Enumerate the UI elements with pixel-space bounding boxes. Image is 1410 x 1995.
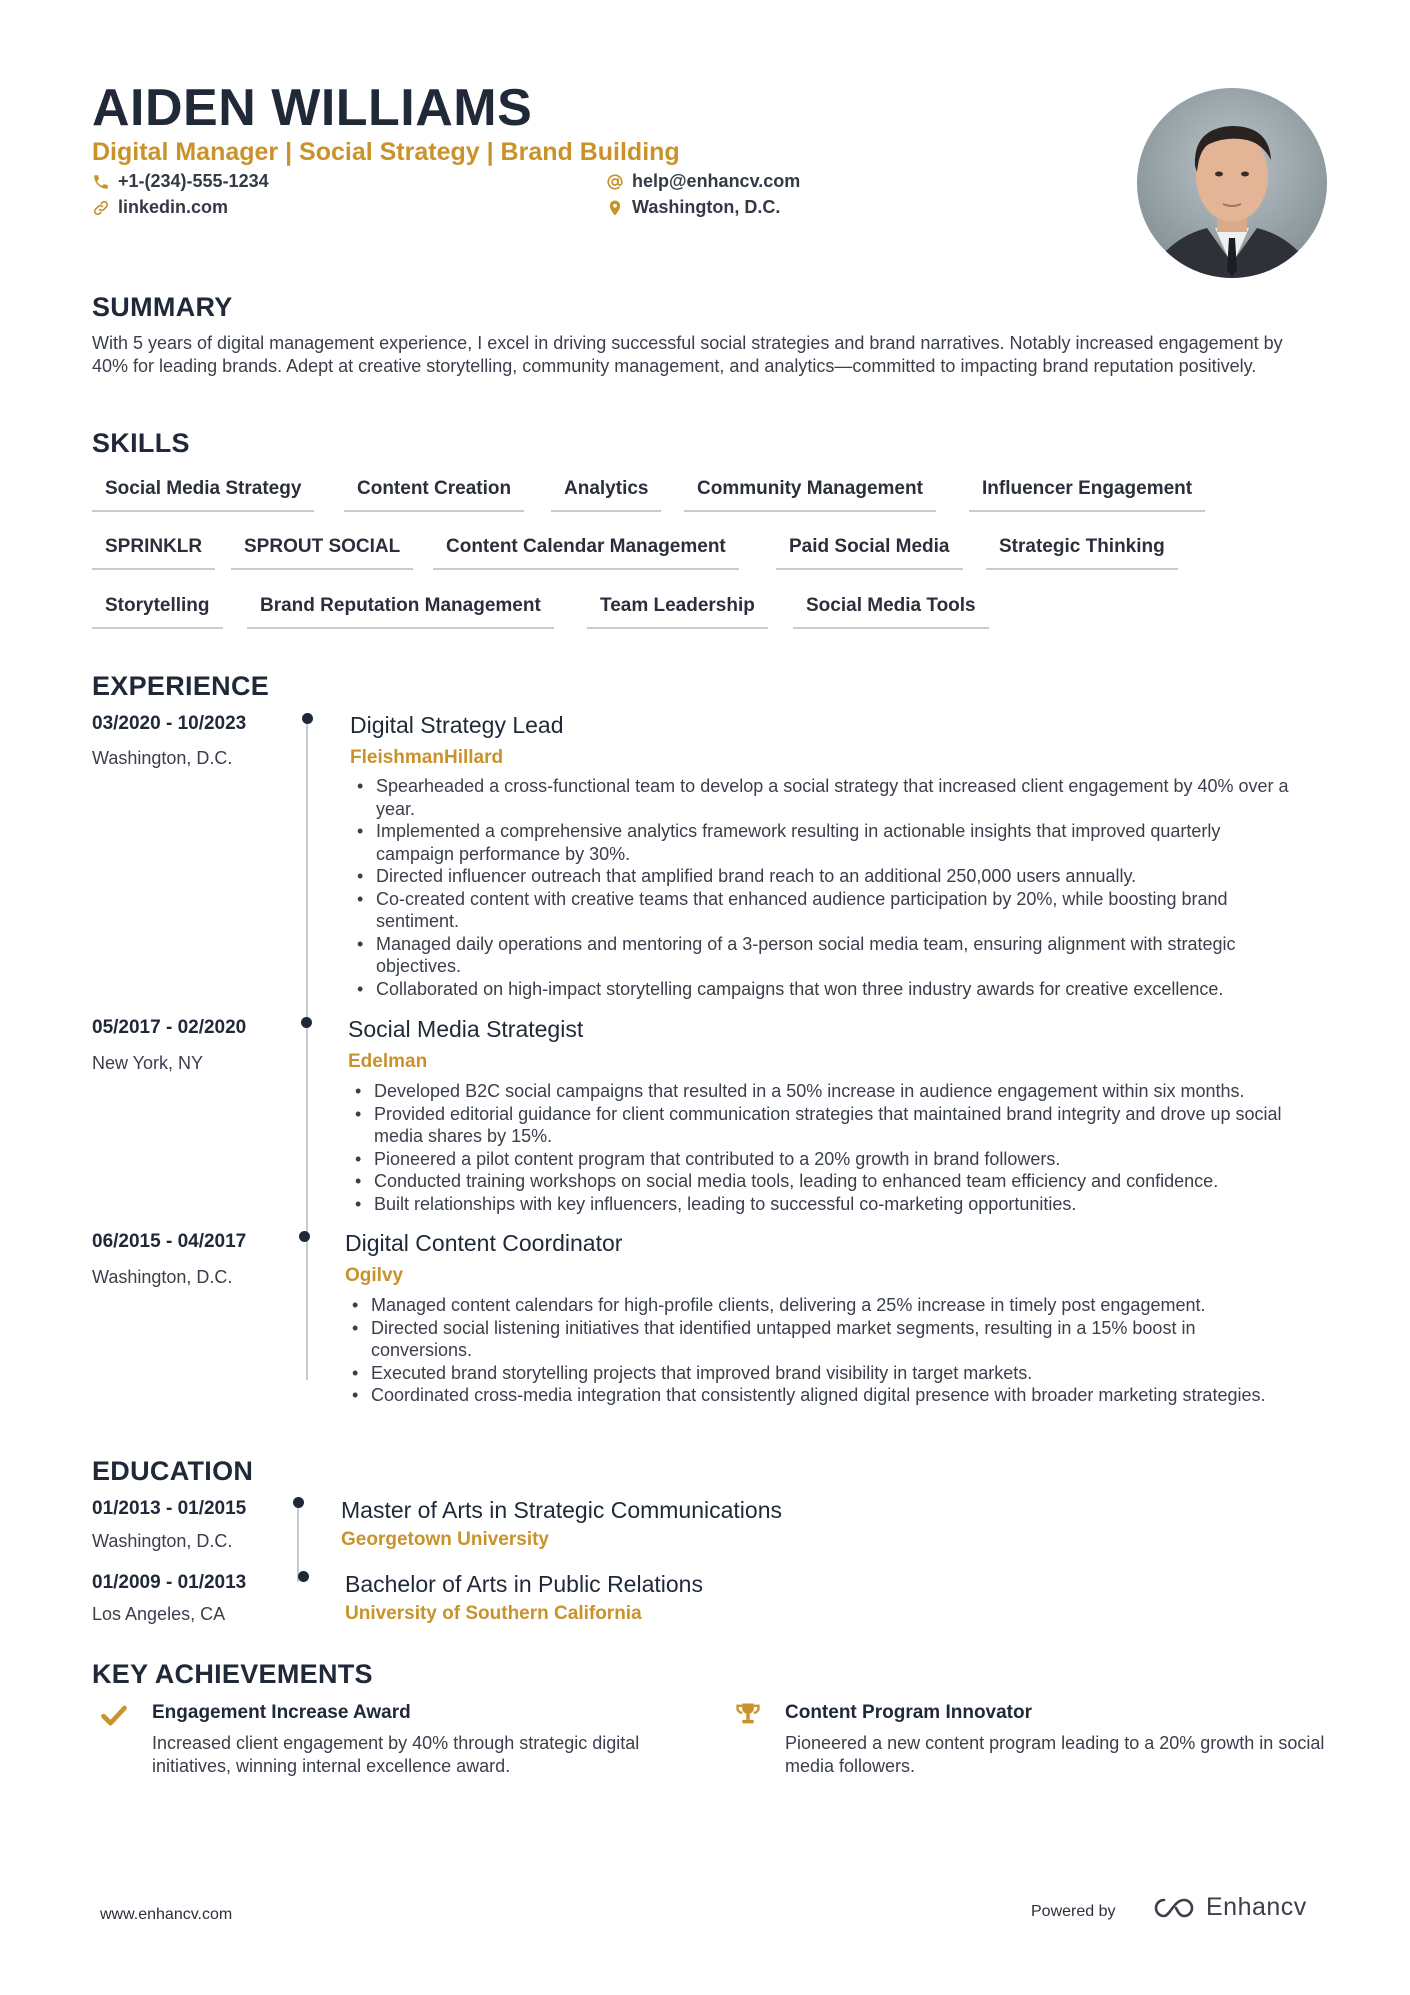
list-item: • Pioneered a pilot content program that contributed to a 20% growth in brand followers. xyxy=(348,1148,1298,1171)
skill-tag: Social Media Tools xyxy=(793,595,989,629)
contact-email[interactable] xyxy=(606,171,800,192)
job-title: Digital Content Coordinator xyxy=(345,1230,623,1256)
job-bullets xyxy=(348,1080,1298,1215)
timeline-dot xyxy=(302,713,313,724)
job-company: Edelman xyxy=(348,1051,428,1072)
list-item: • Executed brand storytelling projects that improved brand visibility in target markets. xyxy=(345,1362,1295,1385)
job-dates: 03/2020 - 10/2023 xyxy=(92,713,247,734)
checkmark-icon xyxy=(100,1701,128,1729)
list-item: • Managed daily operations and mentoring of a 3-person social media team, ensuring alignment with strategic objectives. xyxy=(350,933,1300,978)
location-pin-icon xyxy=(606,199,624,217)
job-dates: 05/2017 - 02/2020 xyxy=(92,1017,247,1038)
skill-tag: Brand Reputation Management xyxy=(247,595,554,629)
enhancv-logo[interactable] xyxy=(1150,1893,1307,1922)
list-item: • Conducted training workshops on social media tools, leading to enhanced team efficiency and confidence. xyxy=(348,1170,1298,1193)
job-location: Washington, D.C. xyxy=(92,748,233,768)
achievement-description: Increased client engagement by 40% through strategic digital initiatives, winning internal excellence award. xyxy=(152,1733,640,1776)
skill-tag: Community Management xyxy=(684,478,936,512)
list-item: • Directed influencer outreach that amplified brand reach to an additional 250,000 users annually. xyxy=(350,865,1300,888)
edu-location: Los Angeles, CA xyxy=(92,1604,226,1624)
brand-name: Enhancv xyxy=(1206,1893,1307,1921)
skill-tag: Influencer Engagement xyxy=(969,478,1205,512)
timeline-dot xyxy=(298,1571,309,1582)
skill-tag: Team Leadership xyxy=(587,595,768,629)
contact-linkedin[interactable] xyxy=(92,197,228,218)
email-text[interactable]: help@enhancv.com xyxy=(632,171,801,191)
list-item: • Developed B2C social campaigns that resulted in a 50% increase in audience engagement within six months. xyxy=(348,1080,1298,1103)
skill-tag: Analytics xyxy=(551,478,661,512)
at-icon xyxy=(606,173,624,191)
edu-degree: Bachelor of Arts in Public Relations xyxy=(345,1571,703,1597)
list-item: • Provided editorial guidance for client communication strategies that maintained brand integrity and drove up social media shares by 15%. xyxy=(348,1103,1298,1148)
skills-heading: SKILLS xyxy=(92,428,190,458)
list-item: • Implemented a comprehensive analytics framework resulting in actionable insights that improved quarterly campaign performance by 30%. xyxy=(350,820,1300,865)
job-location: Washington, D.C. xyxy=(92,1267,233,1287)
achievements-heading: KEY ACHIEVEMENTS xyxy=(92,1659,373,1689)
job-bullets xyxy=(350,775,1300,1000)
headline: Digital Manager | Social Strategy | Brand Building xyxy=(92,138,680,166)
candidate-name: AIDEN WILLIAMS xyxy=(92,79,533,137)
list-item: • Managed content calendars for high-profile clients, delivering a 25% increase in timely post engagement. xyxy=(345,1294,1295,1317)
education-timeline xyxy=(297,1502,299,1582)
list-item: • Collaborated on high-impact storytelling campaigns that won three industry awards for creative excellence. xyxy=(350,978,1300,1001)
job-bullets xyxy=(345,1294,1295,1407)
phone-icon xyxy=(92,173,110,191)
job-title: Social Media Strategist xyxy=(348,1016,584,1042)
experience-heading: EXPERIENCE xyxy=(92,671,270,701)
contact-location xyxy=(606,197,780,218)
powered-by-label: Powered by xyxy=(1031,1903,1116,1920)
skill-tag: Content Creation xyxy=(344,478,524,512)
edu-school: Georgetown University xyxy=(341,1529,549,1550)
skill-tag: SPROUT SOCIAL xyxy=(231,536,413,570)
list-item: • Spearheaded a cross-functional team to develop a social strategy that increased client engagement by 40% over a year. xyxy=(350,775,1300,820)
list-item: • Coordinated cross-media integration that consistently aligned digital presence with broader marketing strategies. xyxy=(345,1384,1295,1407)
job-company: FleishmanHillard xyxy=(350,747,504,768)
job-company: Ogilvy xyxy=(345,1265,404,1286)
link-icon xyxy=(92,199,110,217)
contact-phone xyxy=(92,171,269,192)
linkedin-text[interactable]: linkedin.com xyxy=(118,197,229,217)
achievement-title: Engagement Increase Award xyxy=(152,1702,411,1723)
skill-tag: Social Media Strategy xyxy=(92,478,314,512)
phone-text: +1-(234)-555-1234 xyxy=(118,171,269,191)
timeline-dot xyxy=(299,1231,310,1242)
edu-school: University of Southern California xyxy=(345,1603,642,1624)
footer-url[interactable]: www.enhancv.com xyxy=(100,1906,233,1923)
edu-dates: 01/2009 - 01/2013 xyxy=(92,1572,247,1593)
job-title: Digital Strategy Lead xyxy=(350,712,564,738)
summary-heading: SUMMARY xyxy=(92,292,233,322)
enhancv-logo-icon xyxy=(1150,1894,1198,1922)
job-location: New York, NY xyxy=(92,1053,204,1073)
summary-text: With 5 years of digital management experience, I excel in driving successful social strategies and brand narratives. Notably increased engagement by 40% for leading brands. Adept at creative storytelling, community management, and analytics—committed to impacting brand reputation positively. xyxy=(92,333,1283,376)
skill-tag: Paid Social Media xyxy=(776,536,963,570)
list-item: • Directed social listening initiatives that identified untapped market segments, resulting in a 15% boost in conversions. xyxy=(345,1317,1295,1362)
experience-timeline xyxy=(306,720,308,1380)
job-dates: 06/2015 - 04/2017 xyxy=(92,1231,247,1252)
list-item: • Built relationships with key influencers, leading to successful co-marketing opportunities. xyxy=(348,1193,1298,1216)
timeline-dot xyxy=(301,1017,312,1028)
list-item: • Co-created content with creative teams that enhanced audience participation by 20%, while boosting brand sentiment. xyxy=(350,888,1300,933)
education-heading: EDUCATION xyxy=(92,1456,254,1486)
skill-tag: Strategic Thinking xyxy=(986,536,1178,570)
achievement-title: Content Program Innovator xyxy=(785,1702,1033,1723)
edu-dates: 01/2013 - 01/2015 xyxy=(92,1498,247,1519)
skill-tag: SPRINKLR xyxy=(92,536,215,570)
skill-tag: Content Calendar Management xyxy=(433,536,739,570)
skill-tag: Storytelling xyxy=(92,595,223,629)
edu-degree: Master of Arts in Strategic Communications xyxy=(341,1497,782,1523)
location-text: Washington, D.C. xyxy=(632,197,781,217)
trophy-icon xyxy=(734,1700,762,1728)
profile-photo xyxy=(1137,88,1327,278)
edu-location: Washington, D.C. xyxy=(92,1531,233,1551)
achievement-description: Pioneered a new content program leading to a 20% growth in social media followers. xyxy=(785,1733,1325,1776)
timeline-dot xyxy=(293,1497,304,1508)
